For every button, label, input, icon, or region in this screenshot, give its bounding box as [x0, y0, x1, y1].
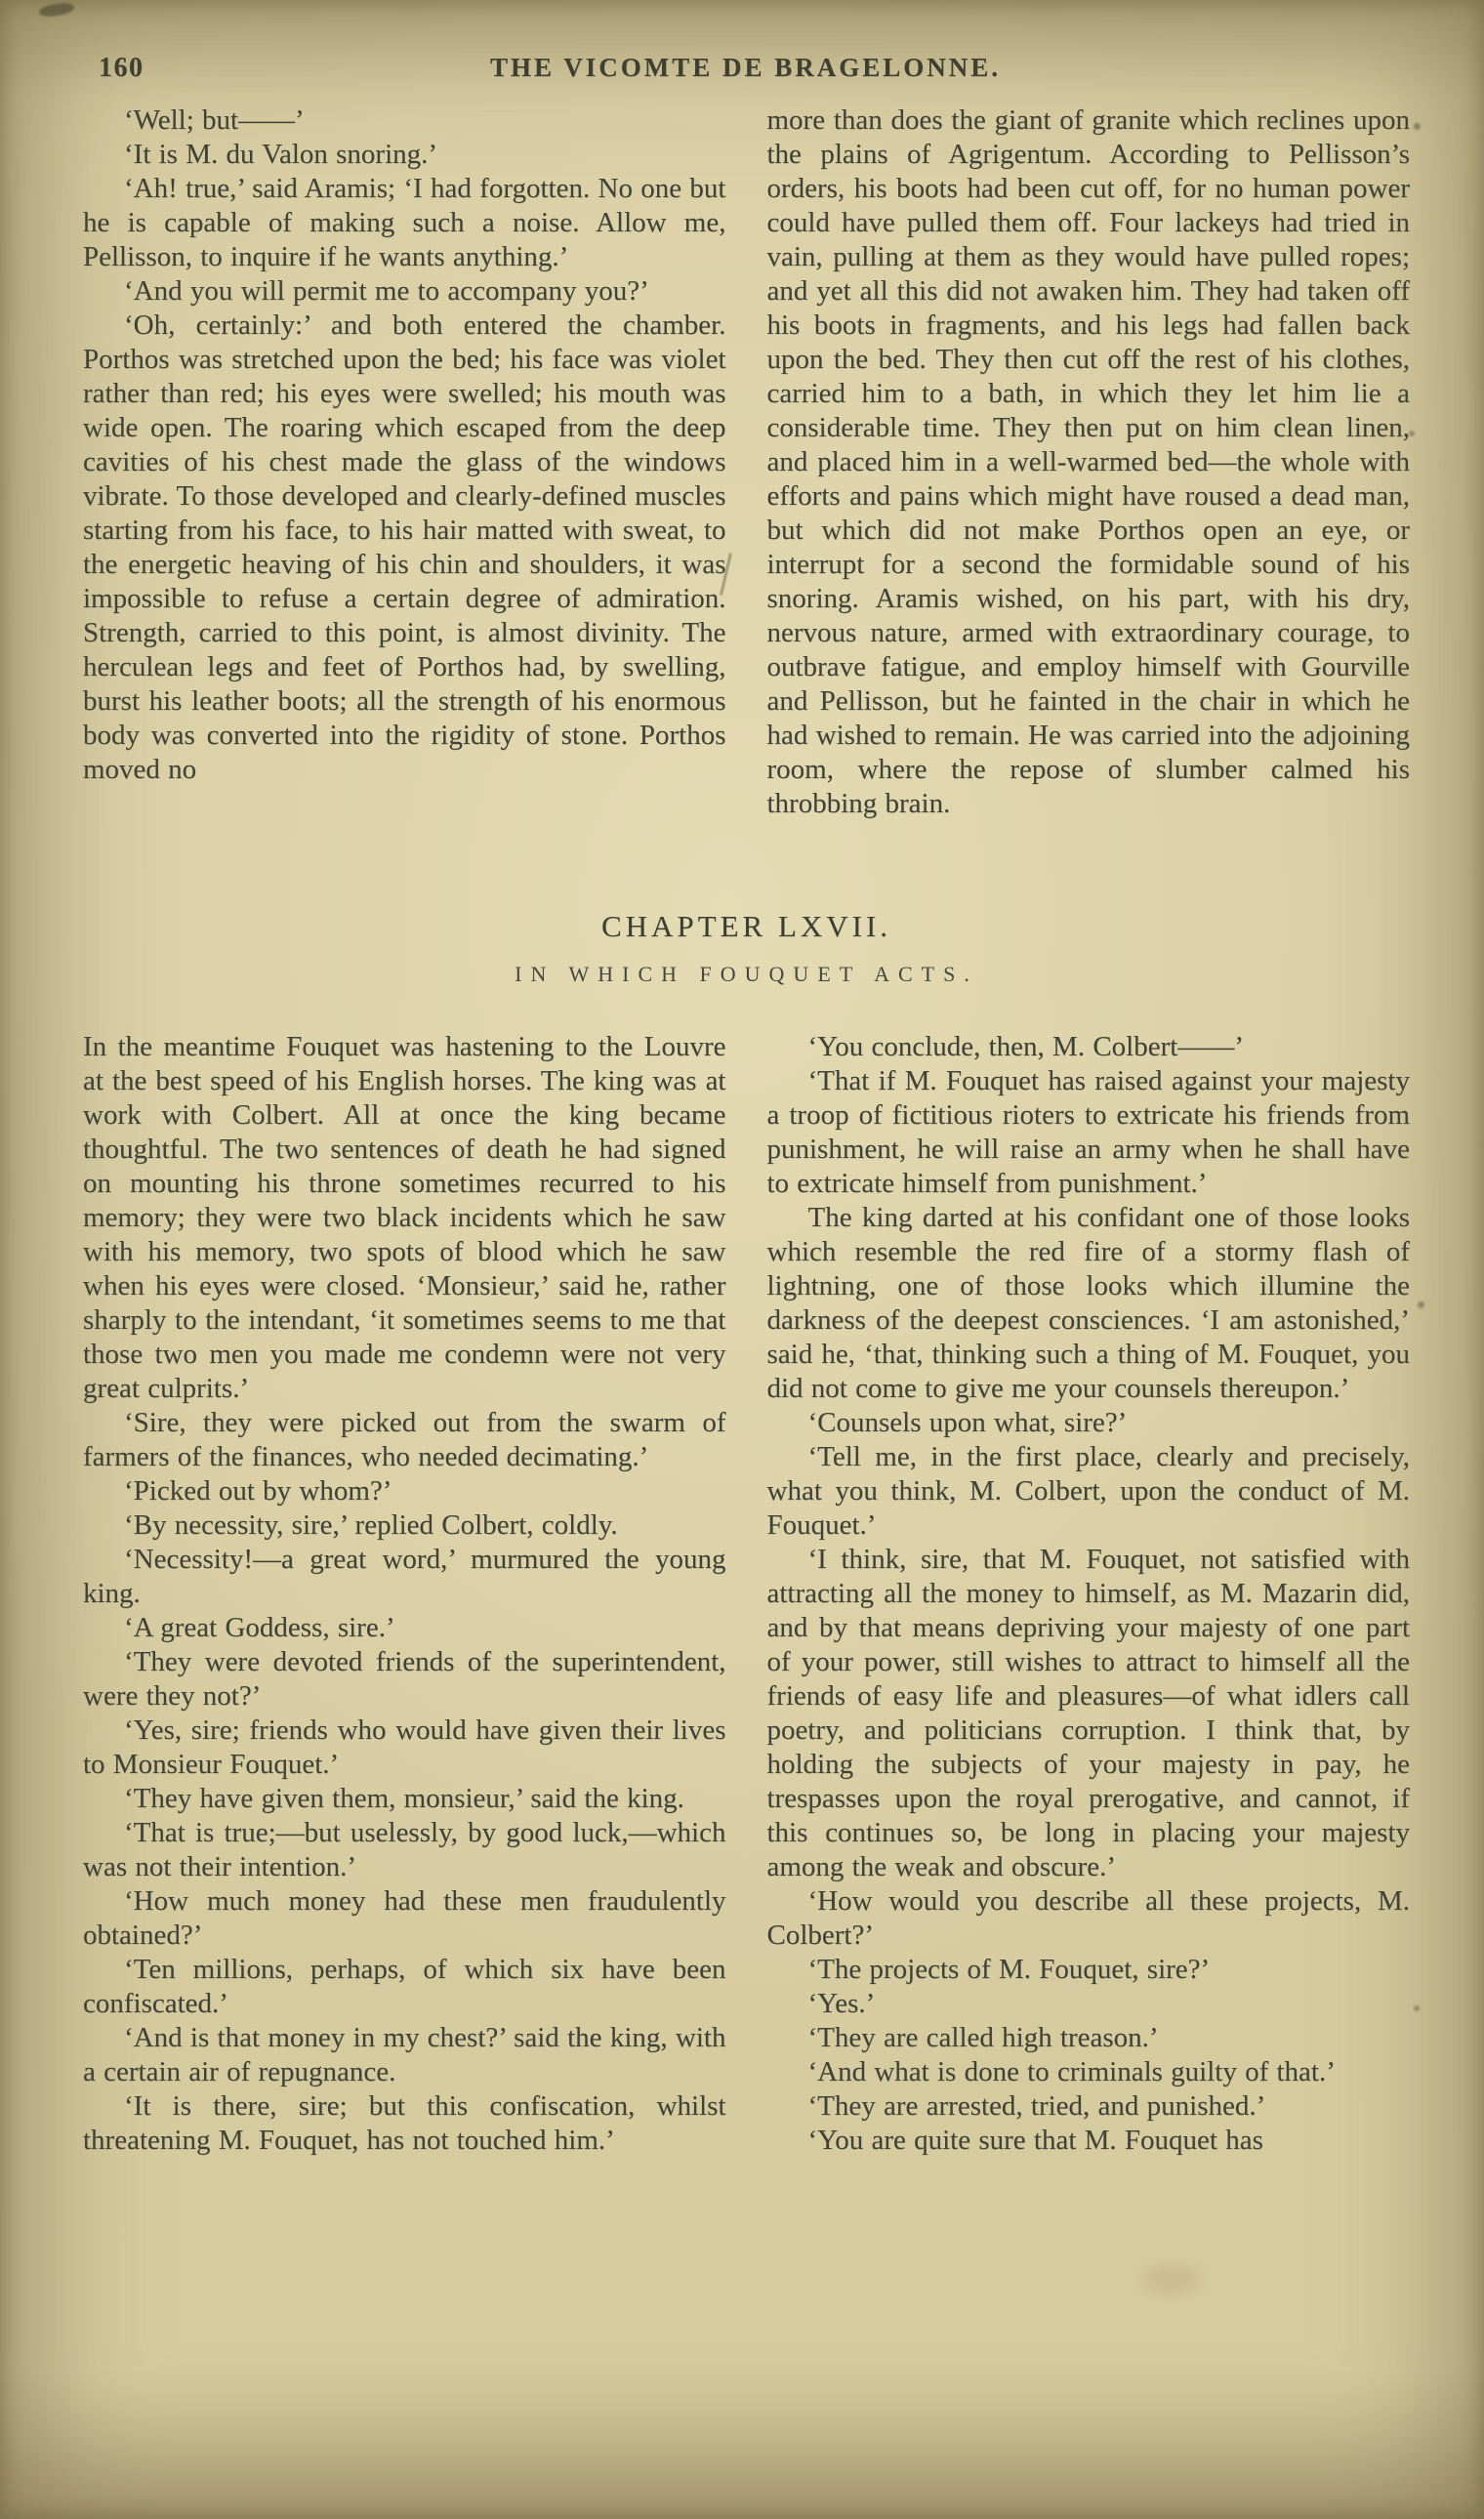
paragraph: ‘Oh, certainly:’ and both entered the chamber. Porthos was stretched upon the bed; his face was violet rather than red; his eyes were swelled; his mouth was wide open. The roaring which escaped from the deep cavities of his chest made the glass of the windows vibrate. To those developed and clearly-defined muscles starting from his face, to his hair matted with sweat, to the energetic heaving of his chin and shoulders, it was impossible to refuse a certain degree of admiration. Strength, carried to this point, is almost divinity. The herculean legs and feet of Porthos had, by swelling, burst his leather boots; all the strength of his enormous body was converted into the rigidity of stone. Porthos moved no — [83, 310, 726, 785]
text-section-bottom — [83, 1030, 1410, 2158]
paper-blemish — [1142, 2265, 1201, 2294]
paragraph: ‘They have given them, monsieur,’ said the king. — [124, 1783, 684, 1814]
paragraph: ‘How would you describe all these projects, M. Colbert?’ — [766, 1885, 1410, 1951]
paragraph: ‘Yes, sire; friends who would have given their lives to Monsieur Fouquet.’ — [83, 1714, 726, 1780]
paper-blemish — [1414, 2005, 1420, 2011]
paper-blemish — [38, 1, 74, 18]
paragraph: The king darted at his confidant one of those looks which resemble the red fire of a stormy flash of lightning, one of those looks which illumine the darkness of the deepest consciences. ‘I am astonished,’ said he, ‘that, thinking such a thing of M. Fouquet, you did not come to give me your counsels thereupon.’ — [766, 1202, 1410, 1404]
bottom-right-column — [767, 1030, 1411, 2158]
top-left-column — [83, 103, 726, 821]
chapter-title: CHAPTER LXVII. — [600, 909, 892, 943]
paper-blemish — [1418, 1301, 1424, 1308]
running-head: THE VICOMTE DE BRAGELONNE. — [489, 53, 1002, 82]
paragraph: In the meantime Fouquet was hastening to the Louvre at the best speed of his English horses. The king was at work with Colbert. All at once the king became thoughtful. The two sentences of death he had signed on mounting his throne sometimes recurred to his memory; they were two black incidents which he saw with his memory, two spots of blood which he saw when his eyes were closed. ‘Monsieur,’ said he, rather sharply to the intendant, ‘it sometimes seems to me that those two men you made me condemn were not very great culprits.’ — [83, 1031, 726, 1404]
paragraph: more than does the giant of granite which reclines upon the plains of Agrigentum. According to Pellisson’s orders, his boots had been cut off, for no human power could have pulled them off. Four lackeys had tried in vain, pulling at them as they would have pulled ropes; and yet all this did not awaken him. They had taken off his boots in fragments, and his legs had fallen back upon the bed. They then cut off the rest of his clothes, carried him to a bath, in which they let him lie a considerable time. They then put on him clean linen, and placed him in a well-warmed bed—the whole with efforts and pains which might have roused a dead man, but which did not make Porthos open an eye, or interrupt for a second the formidable sound of his snoring. Aramis wished, on his part, with his dry, nervous nature, armed with extraordinary courage, to outbrave fatigue, and employ himself with Gourville and Pellisson, but he fainted in the chair in which he had wished to remain. He was carried into the adjoining room, where the repose of slumber calmed his throbbing brain. — [766, 104, 1410, 819]
paragraph: ‘Necessity!—a great word,’ murmured the young king. — [83, 1544, 726, 1609]
paragraph: ‘A great Goddess, sire.’ — [124, 1612, 395, 1643]
chapter-subtitle: IN WHICH FOUQUET ACTS. — [515, 962, 978, 986]
paragraph: ‘And you will permit me to accompany you?’ — [124, 275, 649, 307]
paragraph: ‘They are arrested, tried, and punished.’ — [807, 2090, 1266, 2122]
paragraph: ‘And is that money in my chest?’ said the king, with a certain air of repugnance. — [83, 2022, 726, 2087]
paragraph: ‘Ah! true,’ said Aramis; ‘I had forgotten. No one but he is capable of making such a noise. Allow me, Pellisson, to inquire if he wants anything.’ — [83, 173, 726, 272]
paragraph: ‘Yes.’ — [807, 1988, 876, 2019]
paragraph: ‘It is there, sire; but this confiscation, whilst threatening M. Fouquet, has not touched him.’ — [83, 2090, 726, 2156]
paper-blemish — [1414, 123, 1421, 130]
page-content — [83, 103, 1410, 2158]
paragraph: ‘How much money had these men fraudulently obtained?’ — [83, 1885, 726, 1951]
paragraph: ‘You are quite sure that M. Fouquet has — [807, 2125, 1263, 2156]
paragraph: ‘Well; but——’ — [124, 104, 305, 136]
paragraph: ‘I think, sire, that M. Fouquet, not satisfied with attracting all the money to himself, as M. Mazarin did, and by that means depriving your majesty of one part of your power, still wishes to attract to himself all the friends of easy life and pleasures—of what idlers call poetry, and politicians corruption. I think that, by holding the subjects of your majesty in pay, he trespasses upon the royal prerogative, and cannot, if this continues so, be long in placing your majesty among the weak and obscure.’ — [766, 1544, 1410, 1882]
top-right-column — [767, 103, 1411, 821]
paragraph: ‘That is true;—but uselessly, by good luck,—which was not their intention.’ — [83, 1817, 726, 1882]
paragraph: ‘And what is done to criminals guilty of that.’ — [807, 2056, 1336, 2087]
paragraph: ‘Tell me, in the first place, clearly and precisely, what you think, M. Colbert, upon the conduct of M. Fouquet.’ — [766, 1441, 1410, 1541]
paragraph: ‘They were devoted friends of the superintendent, were they not?’ — [83, 1646, 726, 1712]
bottom-left-column — [83, 1030, 726, 2158]
page-header — [83, 51, 1408, 86]
paragraph: ‘That if M. Fouquet has raised against your majesty a troop of fictitious rioters to extricate his friends from punishment, he will raise an army when he shall have to extricate himself from punishment.’ — [766, 1065, 1410, 1199]
text-section-top — [83, 103, 1410, 821]
paragraph: ‘Ten millions, perhaps, of which six have been confiscated.’ — [83, 1954, 726, 2019]
paragraph: ‘It is M. du Valon snoring.’ — [124, 139, 438, 170]
paragraph: ‘Counsels upon what, sire?’ — [807, 1407, 1128, 1438]
paragraph: ‘Picked out by whom?’ — [124, 1475, 392, 1507]
paragraph: ‘By necessity, sire,’ replied Colbert, coldly. — [124, 1509, 618, 1541]
paragraph: ‘You conclude, then, M. Colbert——’ — [807, 1031, 1244, 1062]
paragraph: ‘The projects of M. Fouquet, sire?’ — [807, 1954, 1211, 1985]
paragraph: ‘Sire, they were picked out from the swarm of farmers of the finances, who needed decimating.’ — [83, 1407, 726, 1472]
chapter-heading — [83, 909, 1410, 987]
paragraph: ‘They are called high treason.’ — [807, 2022, 1159, 2053]
page-number: 160 — [99, 53, 144, 83]
